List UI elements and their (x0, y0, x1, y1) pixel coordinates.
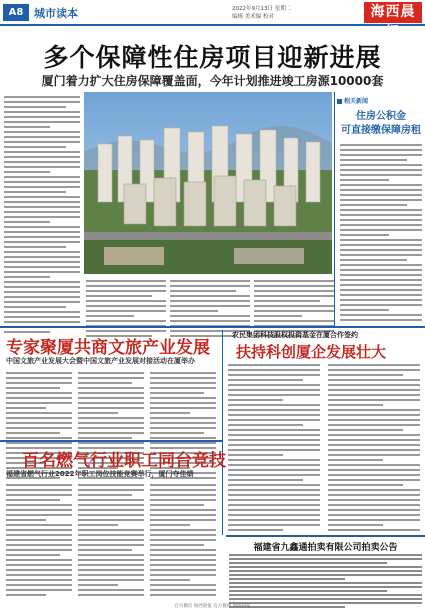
masthead-logo: 海西晨报 (364, 2, 422, 23)
story3-body-1 (228, 364, 320, 534)
page-footer: 官方微信 海西晨报 官方微博 海西晨报 (174, 604, 251, 609)
section-name: 城市读本 (34, 7, 78, 20)
side-box-title (337, 110, 425, 138)
lead-subheadline: 厦门着力扩大住房保障覆盖面，今年计划推进竣工房源10000套 (41, 74, 384, 88)
city-aerial-photo (84, 92, 332, 274)
editor-credits: 编辑 美术编 校对 (232, 14, 274, 20)
story4-headline: 百名燃气行业职工同台竞技 (22, 451, 226, 471)
story3-kicker: 农民集团科技股权投资基金在厦合作签约 (232, 331, 358, 339)
story4-body-3 (150, 484, 216, 599)
story4-subheadline: 福建省燃气行业2022年职工岗位技能竞赛举行，厦门夺佳绩 (6, 470, 194, 478)
story3-headline: 扶持科创厦企发展壮大 (236, 343, 387, 361)
side-box-body (340, 144, 422, 324)
section-divider-2 (0, 440, 222, 442)
page-number: A8 (3, 4, 29, 21)
auction-notice-body (229, 554, 422, 610)
date-line (232, 5, 291, 21)
side-box-title-line1: 住房公积金 (356, 111, 406, 122)
right-column-rule (222, 330, 223, 535)
story4-body-1 (6, 484, 72, 599)
auction-notice (226, 535, 425, 611)
story2-headline: 专家聚厦共商文旅产业发展 (6, 338, 210, 358)
side-box-title-line2: 可直接缴保障房租 (341, 125, 421, 136)
lead-body-left (4, 96, 80, 336)
section-divider-1 (0, 326, 425, 328)
page-header (0, 0, 425, 41)
story4-body-2 (78, 484, 144, 599)
lead-body-under-photo-1 (86, 280, 166, 340)
lead-headline: 多个保障性住房项目迎新进展 (43, 43, 382, 72)
story3-body-2 (328, 364, 420, 534)
side-column-rule (334, 92, 335, 328)
related-news-tag: 相关新闻 (337, 96, 368, 105)
story2-subheadline: 中国文旅产业发展大会暨中国文旅产业发展对接活动在厦举办 (6, 357, 195, 365)
issue-date: 2022年9月13日 星期二 (232, 6, 292, 12)
auction-notice-title: 福建省九鑫通拍卖有限公司拍卖公告 (253, 543, 398, 553)
